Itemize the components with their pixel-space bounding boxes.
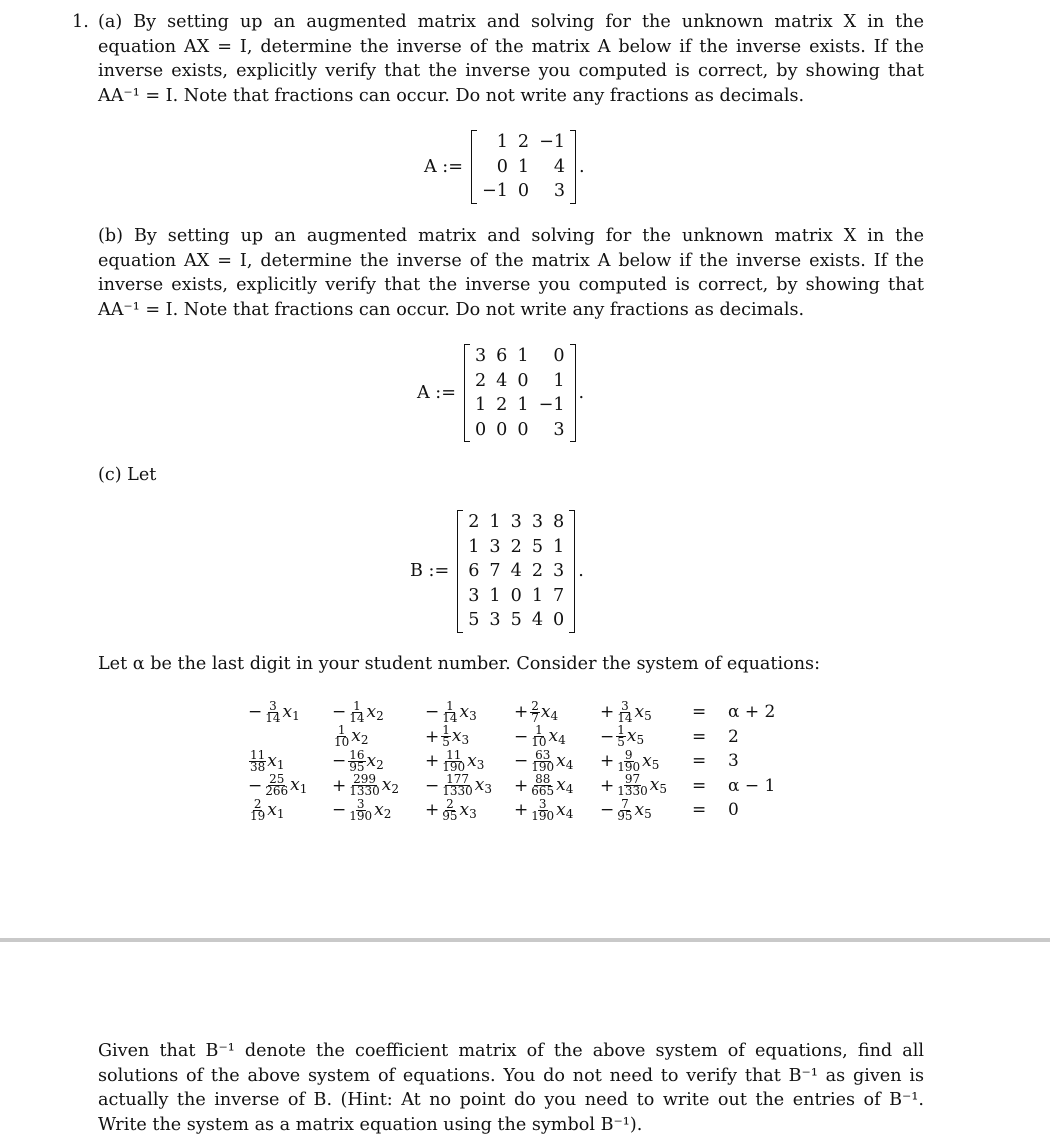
term-coefficient: $\frac{1}{14}$ bbox=[442, 698, 458, 725]
matrix-a1-entry: 2 bbox=[517, 132, 530, 153]
term-coefficient: $\frac{177}{1330}$ bbox=[442, 772, 473, 799]
final-question-text: Given that B⁻¹ denote the coefficient matrix of the above system of equations, find all solutions of the above system of equations. You do not need to verify that B⁻¹ as given is actually the inverse of B. (Hint: At no point do you need to write out the entries of B⁻¹. Write the system as a matrix equation using the symbol B⁻¹). bbox=[98, 1041, 924, 1135]
matrix-a1-row bbox=[477, 155, 570, 180]
matrix-a2-entry: 0 bbox=[496, 419, 508, 440]
matrix-a2-row bbox=[470, 369, 570, 394]
matrix-a2-entry: 0 bbox=[474, 419, 487, 440]
equation-term bbox=[425, 774, 492, 799]
matrix-a2-entry: 1 bbox=[517, 346, 529, 367]
equation-term bbox=[425, 749, 484, 774]
matrix-b-entry: 3 bbox=[553, 561, 565, 582]
term-variable: $x_4$ bbox=[548, 726, 566, 748]
matrix-a1-block: A := 1 2 −1 0 1 4 −1 0 3 . bbox=[424, 130, 585, 204]
term-sign: + bbox=[425, 800, 440, 821]
matrix-b-row bbox=[463, 559, 569, 584]
equation-term bbox=[425, 700, 477, 725]
equation-term bbox=[514, 725, 566, 750]
term-coefficient: $\frac{1}{10}$ bbox=[334, 723, 350, 750]
term-variable: $x_2$ bbox=[366, 750, 384, 772]
matrix-b-entry: 1 bbox=[553, 536, 565, 557]
matrix-b-entry: 4 bbox=[531, 610, 544, 631]
term-coefficient: $\frac{2}{19}$ bbox=[250, 796, 266, 823]
term-sign: + bbox=[600, 775, 615, 796]
term-sign: + bbox=[425, 726, 440, 747]
matrix-a2-entry: 4 bbox=[496, 370, 508, 391]
term-sign: − bbox=[425, 775, 440, 796]
page-divider bbox=[0, 938, 1050, 942]
term-sign: − bbox=[332, 702, 347, 723]
term-variable: $x_4$ bbox=[556, 775, 574, 797]
matrix-b-entry: 1 bbox=[531, 585, 544, 606]
matrix-b-row bbox=[463, 535, 569, 560]
matrix-b-entry: 3 bbox=[510, 512, 522, 533]
equation-term bbox=[600, 749, 659, 774]
matrix-b-entry: 7 bbox=[553, 585, 565, 606]
matrix-b-entry: 3 bbox=[468, 585, 480, 606]
matrix-a1-entry: 0 bbox=[496, 156, 508, 177]
equation-rhs: α + 2 bbox=[728, 702, 776, 722]
equation-term bbox=[248, 700, 300, 725]
term-variable: $x_5$ bbox=[634, 701, 652, 723]
equation-term bbox=[248, 774, 307, 799]
matrix-b-entry: 7 bbox=[489, 561, 501, 582]
equation-term bbox=[600, 774, 667, 799]
term-coefficient: $\frac{88}{665}$ bbox=[531, 772, 555, 799]
matrix-a2-label: A := bbox=[417, 383, 456, 403]
term-coefficient: $\frac{3}{14}$ bbox=[617, 698, 633, 725]
matrix-a1-label: A := bbox=[424, 156, 463, 177]
term-variable: $x_3$ bbox=[474, 775, 493, 797]
part-c-intro: (c) Let bbox=[98, 465, 157, 485]
term-variable: $x_3$ bbox=[459, 701, 477, 723]
equation-rhs: 0 bbox=[728, 800, 739, 820]
equation-term bbox=[600, 725, 644, 750]
term-variable: $x_2$ bbox=[351, 726, 369, 748]
matrix-a1-entry: −1 bbox=[539, 132, 566, 153]
term-variable: $x_4$ bbox=[556, 750, 574, 772]
term-sign: − bbox=[332, 751, 347, 772]
term-variable: $x_2$ bbox=[374, 799, 392, 821]
term-variable: $x_5$ bbox=[634, 799, 652, 821]
equation-term bbox=[332, 774, 399, 799]
question-number: 1. bbox=[72, 12, 89, 32]
equals-sign: = bbox=[692, 726, 707, 747]
term-coefficient: $\frac{11}{38}$ bbox=[250, 747, 266, 774]
matrix-b-entry: 2 bbox=[468, 512, 480, 533]
equation-term bbox=[332, 749, 384, 774]
term-variable: $x_5$ bbox=[649, 775, 668, 797]
matrix-b-entry: 0 bbox=[553, 610, 565, 631]
matrix-a2-entry: 3 bbox=[553, 419, 565, 440]
matrix-a1-entry: 1 bbox=[517, 156, 530, 177]
term-variable: $x_4$ bbox=[556, 799, 574, 821]
term-sign: − bbox=[600, 726, 615, 747]
equation-term bbox=[332, 700, 384, 725]
matrix-a2-entry: 0 bbox=[517, 370, 529, 391]
term-variable: $x_2$ bbox=[381, 775, 400, 797]
term-coefficient: $\frac{11}{190}$ bbox=[442, 747, 466, 774]
matrix-a1-entry: −1 bbox=[481, 181, 508, 202]
equation-term bbox=[514, 798, 573, 823]
matrix-a2-entry: 1 bbox=[474, 395, 487, 416]
matrix-b-row bbox=[463, 584, 569, 609]
equation-rhs: 2 bbox=[728, 726, 739, 747]
term-variable: $x_3$ bbox=[467, 750, 485, 772]
term-coefficient: $\frac{63}{190}$ bbox=[531, 747, 555, 774]
term-coefficient: $\frac{1}{10}$ bbox=[531, 723, 547, 750]
term-sign: − bbox=[514, 751, 529, 772]
term-coefficient: $\frac{3}{190}$ bbox=[531, 796, 555, 823]
matrix-a2-entry: 1 bbox=[517, 395, 529, 416]
term-variable: $x_3$ bbox=[451, 726, 470, 748]
matrix-b-entry: 1 bbox=[489, 512, 501, 533]
matrix-b-row bbox=[463, 608, 569, 633]
equation-term bbox=[425, 798, 477, 823]
term-variable: $x_3$ bbox=[459, 799, 477, 821]
equation-term bbox=[600, 700, 652, 725]
term-coefficient: $\frac{1}{14}$ bbox=[349, 698, 365, 725]
matrix-b-entry: 5 bbox=[510, 610, 522, 631]
matrix-a1 bbox=[471, 130, 576, 204]
alpha-text: Let α be the last digit in your student number. Consider the system of equations: bbox=[98, 654, 820, 674]
matrix-a2-entry: 3 bbox=[474, 346, 487, 367]
term-sign: + bbox=[425, 751, 440, 772]
term-sign: − bbox=[248, 702, 263, 723]
term-coefficient: $\frac{299}{1330}$ bbox=[349, 772, 380, 799]
matrix-b-entry: 3 bbox=[489, 536, 501, 557]
equation-term bbox=[332, 725, 369, 750]
matrix-a1-entry: 3 bbox=[553, 181, 566, 202]
term-coefficient: $\frac{25}{266}$ bbox=[265, 772, 289, 799]
part-a-text: (a) By setting up an augmented matrix and solving for the unknown matrix X in the equation AX = I, determine the inverse of the matrix A below if the inverse exists. If the inverse exists, explicitly verify that the inverse you computed is correct, by showing that AA⁻¹ = I. Note that fractions can occur. Do not write any fractions as decimals. bbox=[98, 12, 924, 106]
term-coefficient: $\frac{3}{14}$ bbox=[265, 698, 281, 725]
term-sign: + bbox=[514, 800, 529, 821]
matrix-a2-block: A := 3 6 1 0 2 4 0 1 1 2 1 −1 0 0 0 3 . bbox=[417, 344, 584, 442]
term-sign: + bbox=[600, 751, 615, 772]
term-coefficient: $\frac{9}{190}$ bbox=[617, 747, 641, 774]
term-sign: − bbox=[248, 775, 263, 796]
matrix-a1-entry: 0 bbox=[517, 181, 530, 202]
matrix-b bbox=[457, 510, 575, 633]
equation-term bbox=[425, 725, 469, 750]
term-variable: $x_1$ bbox=[267, 750, 285, 772]
matrix-a2-entry: 6 bbox=[496, 346, 508, 367]
equals-sign: = bbox=[692, 751, 707, 771]
term-coefficient: $\frac{7}{95}$ bbox=[617, 796, 633, 823]
term-coefficient: $\frac{2}{95}$ bbox=[442, 796, 458, 823]
matrix-b-block: B := 2 1 3 3 8 1 3 2 5 1 6 7 4 2 3 3 1 0 1 7 5 3 5 4 0 . bbox=[410, 510, 584, 633]
matrix-a1-entry: 1 bbox=[496, 132, 508, 153]
equals-sign: = bbox=[692, 775, 707, 796]
matrix-b-entry: 4 bbox=[510, 561, 522, 582]
term-sign: + bbox=[332, 775, 347, 796]
equation-term bbox=[248, 749, 285, 774]
equation-term bbox=[514, 774, 573, 799]
matrix-b-entry: 5 bbox=[531, 536, 544, 557]
term-coefficient: $\frac{16}{95}$ bbox=[349, 747, 365, 774]
term-coefficient: $\frac{3}{190}$ bbox=[349, 796, 373, 823]
matrix-a1-row bbox=[477, 130, 570, 155]
matrix-a2-entry: 2 bbox=[496, 395, 508, 416]
term-sign: + bbox=[600, 702, 615, 723]
equals-sign: = bbox=[692, 800, 707, 820]
matrix-a1-row bbox=[477, 179, 570, 204]
term-sign: − bbox=[425, 702, 440, 723]
matrix-b-entry: 3 bbox=[531, 512, 544, 533]
term-sign: − bbox=[600, 800, 615, 821]
matrix-b-entry: 1 bbox=[489, 585, 501, 606]
matrix-a2-entry: 0 bbox=[517, 419, 529, 440]
matrix-b-entry: 5 bbox=[468, 610, 480, 631]
matrix-b-entry: 0 bbox=[510, 585, 522, 606]
term-variable: $x_1$ bbox=[290, 775, 308, 797]
matrix-a2-row bbox=[470, 344, 570, 369]
matrix-b-row bbox=[463, 510, 569, 535]
term-variable: $x_2$ bbox=[366, 701, 384, 723]
matrix-b-entry: 1 bbox=[468, 536, 480, 557]
matrix-a1-entry: 4 bbox=[553, 156, 566, 177]
matrix-b-label: B := bbox=[410, 561, 450, 582]
equation-rhs: α − 1 bbox=[728, 775, 776, 796]
term-sign: − bbox=[332, 800, 347, 821]
equation-term bbox=[514, 749, 573, 774]
matrix-a2-entry: −1 bbox=[538, 395, 565, 416]
matrix-b-entry: 2 bbox=[510, 536, 522, 557]
term-coefficient: $\frac{97}{1330}$ bbox=[617, 772, 648, 799]
part-b-text: (b) By setting up an augmented matrix and solving for the unknown matrix X in the equation AX = I, determine the inverse of the matrix A below if the inverse exists. If the inverse exists, explicitly verify that the inverse you computed is correct, by showing that AA⁻¹ = I. Note that fractions can occur. Do not write any fractions as decimals. bbox=[98, 226, 924, 320]
term-variable: $x_5$ bbox=[642, 750, 660, 772]
term-sign: − bbox=[514, 726, 529, 747]
equation-term bbox=[248, 798, 285, 823]
matrix-b-entry: 6 bbox=[468, 561, 480, 582]
matrix-a2-entry: 0 bbox=[553, 346, 565, 367]
term-variable: $x_1$ bbox=[282, 701, 300, 723]
equation-rhs: 3 bbox=[728, 751, 739, 771]
matrix-a2-row bbox=[470, 418, 570, 443]
term-coefficient: $\frac{1}{5}$ bbox=[617, 723, 625, 750]
matrix-b-entry: 3 bbox=[489, 610, 501, 631]
equation-term bbox=[600, 798, 652, 823]
term-sign: + bbox=[514, 702, 529, 723]
equation-term bbox=[514, 700, 558, 725]
term-sign: + bbox=[514, 775, 529, 796]
matrix-a2-entry: 1 bbox=[553, 370, 565, 391]
equals-sign: = bbox=[692, 702, 707, 722]
term-coefficient: $\frac{1}{5}$ bbox=[442, 723, 450, 750]
term-coefficient: $\frac{2}{7}$ bbox=[531, 698, 539, 725]
matrix-b-entry: 2 bbox=[531, 561, 544, 582]
matrix-a2 bbox=[464, 344, 576, 442]
term-variable: $x_1$ bbox=[267, 799, 285, 821]
equation-term bbox=[332, 798, 391, 823]
matrix-b-entry: 8 bbox=[553, 512, 565, 533]
term-variable: $x_4$ bbox=[540, 701, 559, 723]
matrix-a2-row bbox=[470, 393, 570, 418]
matrix-a2-entry: 2 bbox=[474, 370, 487, 391]
term-variable: $x_5$ bbox=[626, 726, 645, 748]
